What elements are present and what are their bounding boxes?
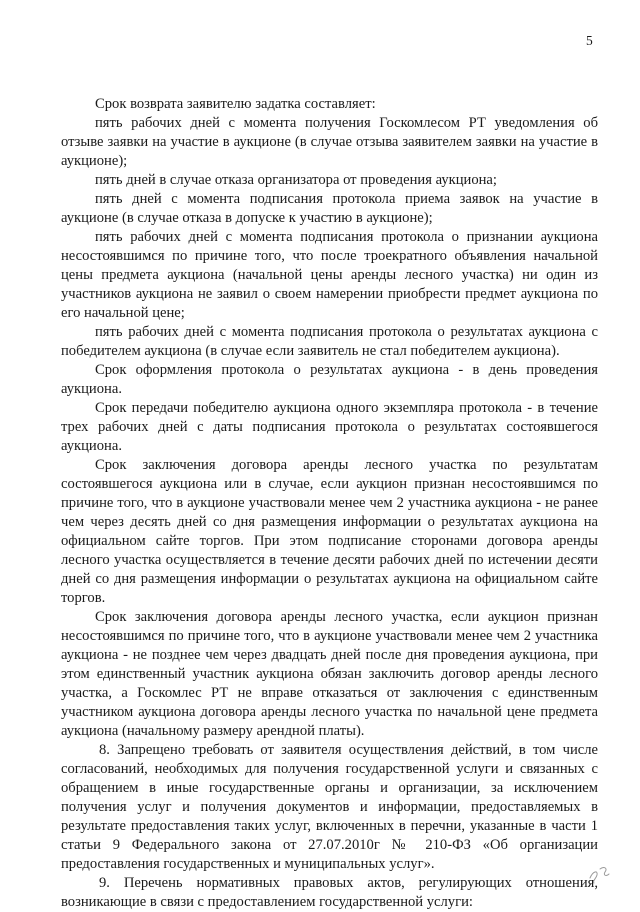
page-number: 5 (586, 33, 593, 48)
paragraph-deposit-return-organizer-refusal: пять дней в случае отказа организатора от проведения аукциона; (95, 172, 497, 188)
paragraph-protocol-term: Срок оформления протокола о результатах аукциона - в день проведения аукциона. (61, 362, 598, 397)
paragraph-deposit-return-results: пять рабочих дней с момента подписания протокола о результатах аукциона с победителем аукциона (в случае если заявитель не стал победителем аукциона). (61, 324, 598, 359)
paragraph-deposit-return-failed-auction: пять рабочих дней с момента подписания протокола о признании аукциона несостоявшимся по причине того, что после троекратного объявления начальной цены предмета аукциона (начальной цены аренды лесного участка) ни один из участников аукциона не заявил о своем намерении приобрести предмет аукциона по его начальной цене; (61, 229, 598, 321)
handwritten-mark (584, 862, 614, 884)
paragraph-lease-contract-single-participant: Срок заключения договора аренды лесного участка, если аукцион признан несостоявшимся по причине того, что в аукционе участвовали менее чем 2 участника аукциона - не позднее чем через двадцать дней после дня проведения аукциона, при этом единственный участник аукциона обязан заключить договор аренды лесного участка, а Госкомлес РТ не вправе отказаться от заключения с единственным участником аукциона договора аренды лесного участка по начальной цене предмета аукциона (начальному размеру арендной платы). (61, 609, 598, 739)
paragraph-deposit-return-withdrawal: пять рабочих дней с момента получения Госкомлесом РТ уведомления об отзыве заявки на участие в аукционе (в случае отзыва заявителем заявки на участие в аукционе); (61, 115, 598, 169)
paragraph-lease-contract-term: Срок заключения договора аренды лесного участка по результатам состоявшегося аукциона или в случае, если аукцион признан несостоявшимся по причине того, что в аукционе участвовали менее чем 2 участника аукциона - не ранее чем через десять дней со дня размещения информации о результатах аукциона на официальном сайте торгов. При этом подписание сторонами договора аренды лесного участка осуществляется в течение десяти рабочих дней по истечении десяти дней со дня размещения информации о результатах аукциона на официальном сайте торгов. (61, 457, 598, 606)
paragraph-deposit-return-admission-refusal: пять дней с момента подписания протокола приема заявок на участие в аукционе (в случае отказа в допуске к участию в аукционе); (61, 191, 598, 226)
paragraph-section-8: 8. Запрещено требовать от заявителя осуществления действий, в том числе согласований, необходимых для получения государственной услуги и связанных с обращением в иные государственные органы и организации, за исключением получения услуг и получения документов и информации, предоставляемых в результате предоставления таких услуг, включенных в перечни, указанные в части 1 статьи 9 Федерального закона от 27.07.2010г № 210-ФЗ «Об организации предоставления государственных и муниципальных услуг». (61, 742, 598, 872)
paragraph-section-9: 9. Перечень нормативных правовых актов, регулирующих отношения, возникающие в связи с предоставлением государственной услуги: (61, 875, 598, 910)
document-body (61, 95, 598, 912)
paragraph-protocol-transfer-term: Срок передачи победителю аукциона одного экземпляра протокола - в течение трех рабочих дней с даты подписания протокола о результатах состоявшегося аукциона. (61, 400, 598, 454)
paragraph-deposit-return-intro: Срок возврата заявителю задатка составляет: (95, 96, 376, 112)
